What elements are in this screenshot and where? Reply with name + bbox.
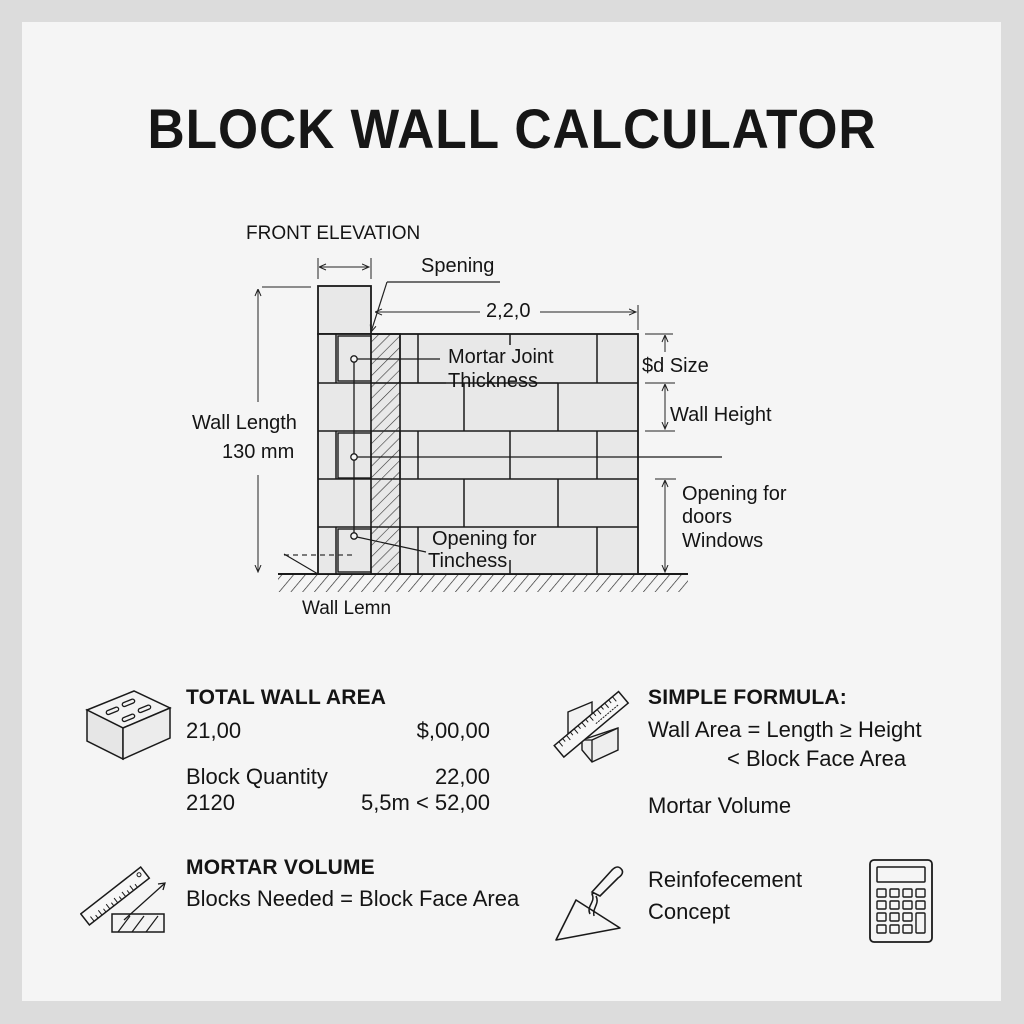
block-size-label: $d Size — [642, 355, 709, 377]
wall-length-label: Wall Length — [192, 412, 297, 434]
total-wall-area-value: 21,00 — [186, 718, 242, 743]
opening-doors-line2: doors — [682, 506, 733, 528]
formula-line1: Wall Area = Length ≥ Height — [648, 717, 922, 742]
block-quantity-value: 22,00 — [434, 764, 490, 789]
mortar-volume-heading: MORTAR VOLUME — [186, 856, 375, 879]
opening-doors-line3: Windows — [682, 530, 764, 552]
spening-label: Spening — [421, 255, 495, 277]
calculator-icon — [868, 858, 934, 944]
mortar-joint-label: Mortar Joint — [448, 346, 554, 368]
formula-line2: < Block Face Area — [727, 746, 907, 771]
ground-hatch — [278, 574, 688, 592]
wall-bottom-label: Wall Lemn — [302, 598, 392, 619]
total-wall-cost-value: $,00,00 — [416, 718, 490, 743]
trowel-icon — [552, 862, 632, 946]
reinforcement-line2: Concept — [648, 899, 730, 924]
front-elevation-label: FRONT ELEVATION — [246, 223, 421, 244]
mortar-volume-line1: Blocks Needed = Block Face Area — [186, 886, 520, 911]
formula-line3: Mortar Volume — [648, 793, 792, 818]
wall-height-label: Wall Height — [670, 404, 772, 426]
opening-doors-line1: Opening for — [682, 483, 787, 505]
ruler-block-icon — [546, 684, 634, 770]
simple-formula-heading: SIMPLE FORMULA: — [648, 686, 847, 709]
top-dimension-label: 2,2,0 — [486, 300, 531, 322]
reinforcement-line1: Reinfofecement — [648, 867, 803, 892]
ruler-arrow-icon — [80, 858, 172, 936]
thickness-label: Thickness — [448, 370, 539, 392]
block-area-value: 5,5m < 52,00 — [360, 790, 490, 815]
opening-thickness-line1: Opening for — [432, 528, 537, 550]
block-quantity-label: Block Quantity — [186, 764, 328, 789]
block-count-value: 2120 — [186, 790, 235, 815]
wall-length-value: 130 mm — [222, 441, 295, 463]
page-title: BLOCK WALL CALCULATOR — [147, 97, 877, 160]
concrete-block-icon — [84, 686, 174, 762]
total-wall-area-heading: TOTAL WALL AREA — [186, 686, 387, 709]
opening-thickness-line2: Tinchess — [428, 550, 508, 572]
